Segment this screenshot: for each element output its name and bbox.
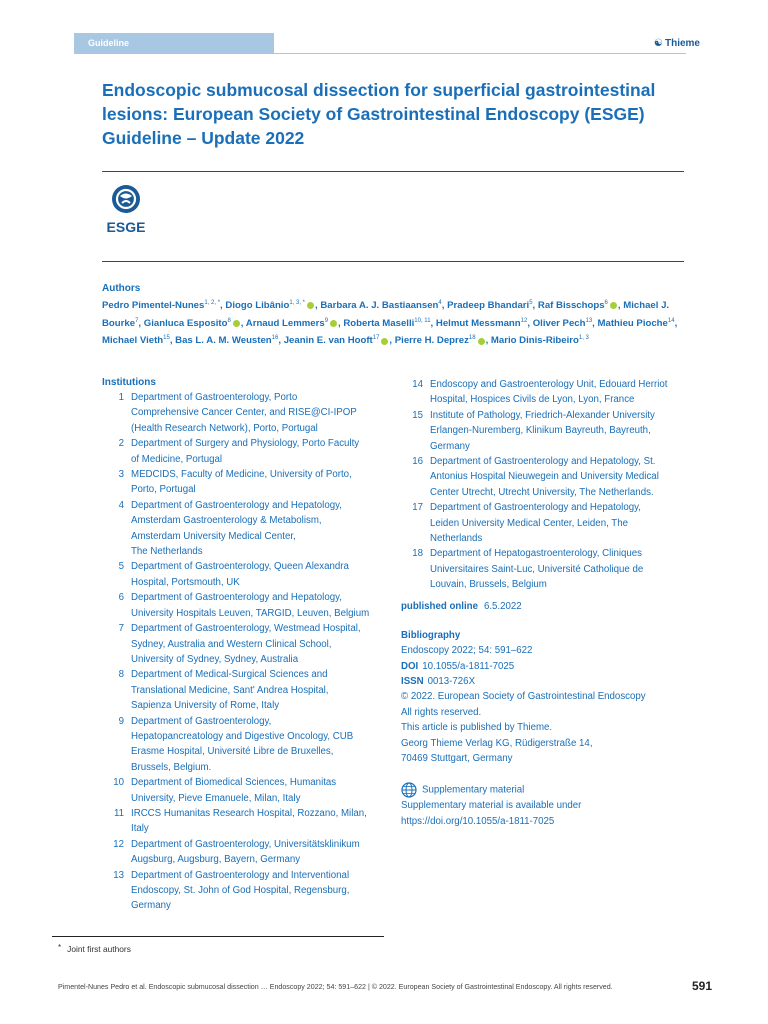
author-name: Pierre H. Deprez xyxy=(394,335,469,347)
doi-label: DOI xyxy=(401,660,419,672)
institution-text xyxy=(430,454,659,500)
bibliography-label: Bibliography xyxy=(401,629,461,641)
publisher-address-1: Georg Thieme Verlag KG, Rüdigerstraße 14, xyxy=(401,737,593,749)
author-affiliation: 5 xyxy=(529,300,533,306)
institution-number: 6 xyxy=(118,592,124,604)
author-name: Roberta Maselli xyxy=(343,317,415,329)
page-footer: Pimentel-Nunes Pedro et al. Endoscopic submucosal dissection … Endoscopy 2022; 54: 591–622 | © 2022. European Society of Gastrointestinal Endoscopy. All rights reserved. xyxy=(58,983,613,991)
institution-item xyxy=(102,868,382,914)
institution-line: Louvain, Brussels, Belgium xyxy=(430,579,547,591)
institution-line: Germany xyxy=(131,900,171,912)
institution-line: Department of Gastroenterology and Hepatology, xyxy=(131,499,342,511)
orcid-icon[interactable] xyxy=(233,320,240,327)
logo-divider xyxy=(102,261,684,262)
institution-line: Department of Gastroenterology and Hepatology, St. xyxy=(430,456,656,468)
title-divider xyxy=(102,171,684,172)
institution-line: MEDCIDS, Faculty of Medicine, University of Porto, xyxy=(131,469,352,481)
institution-line: University Hospitals Leuven, TARGID, Leuven, Belgium xyxy=(131,607,370,619)
rights: All rights reserved. xyxy=(401,706,482,718)
institution-line: Antonius Hospital Nieuwegein and University Medical xyxy=(430,471,659,483)
institution-number: 11 xyxy=(113,807,124,819)
esge-logo-icon xyxy=(100,183,152,235)
institution-line: (Health Research Network), Porto, Portugal xyxy=(131,422,318,434)
author-name: Diogo Libânio xyxy=(225,300,290,312)
institution-line: Department of Gastroenterology, Universitätsklinikum xyxy=(131,838,360,850)
institution-line: Endoscopy, St. John of God Hospital, Regensburg, xyxy=(131,885,350,896)
thieme-logo-icon: ☯ xyxy=(654,38,663,49)
author-name: Michael Vieth xyxy=(102,335,164,347)
institution-number: 9 xyxy=(118,715,124,727)
author-name: Arnaud Lemmers xyxy=(245,317,325,329)
institution-item xyxy=(401,500,691,546)
institution-text xyxy=(131,390,357,436)
institution-line: Hepatopancreatology and Digestive Oncology, CUB xyxy=(131,730,354,742)
orcid-icon[interactable] xyxy=(478,338,485,345)
author-affiliation: 14 xyxy=(667,317,675,324)
citation: Endoscopy 2022; 54: 591–622 xyxy=(401,645,533,657)
author-name: Pedro Pimentel-Nunes xyxy=(102,300,205,312)
publisher-mark xyxy=(654,38,700,49)
institution-text xyxy=(131,621,361,667)
institution-line: Netherlands xyxy=(430,533,483,545)
issn-label: ISSN xyxy=(401,675,424,687)
institution-text xyxy=(131,837,360,868)
institution-item xyxy=(102,775,382,806)
institution-line: Comprehensive Cancer Center, and RISE@CI-IPOP xyxy=(131,407,357,419)
published-label: published online xyxy=(401,600,478,612)
orcid-icon[interactable] xyxy=(381,338,388,345)
publisher-name: Thieme xyxy=(664,38,700,49)
orcid-icon[interactable] xyxy=(307,302,314,309)
author-name: Raf Bisschops xyxy=(537,300,605,312)
author-affiliation: 12 xyxy=(520,317,528,324)
institution-line: Department of Gastroenterology, Porto xyxy=(131,392,298,403)
institution-line: Germany xyxy=(430,440,470,452)
institution-line: University of Sydney, Sydney, Australia xyxy=(131,653,299,665)
institutions-right-column xyxy=(401,377,691,829)
doi-value[interactable]: 10.1055/a-1811-7025 xyxy=(422,660,515,672)
published-by: This article is published by Thieme. xyxy=(401,722,553,734)
institution-text xyxy=(430,377,667,408)
author-affiliation: 4 xyxy=(438,300,442,306)
author-affiliation: 13 xyxy=(585,317,593,324)
institution-item xyxy=(102,590,382,621)
institution-item xyxy=(102,667,382,713)
globe-icon xyxy=(401,782,417,798)
institution-list-left xyxy=(102,390,382,914)
author-name: Gianluca Esposito xyxy=(143,317,228,329)
author-affiliation: 8 xyxy=(227,317,231,324)
institution-line: Erasme Hospital, Université Libre de Bruxelles, xyxy=(131,746,334,758)
institution-text xyxy=(131,775,336,806)
institution-item xyxy=(401,377,691,408)
institution-item xyxy=(102,390,382,436)
publisher-address-2: 70469 Stuttgart, Germany xyxy=(401,752,513,764)
author-affiliation: 9 xyxy=(324,317,329,324)
institution-line: Department of Gastroenterology, xyxy=(131,715,272,727)
author-affiliation: 17 xyxy=(372,335,380,342)
author-affiliation: 1, 2, * xyxy=(204,300,221,306)
institution-line: Amsterdam University Medical Center, xyxy=(131,530,296,542)
institutions-left-column xyxy=(102,377,382,914)
institution-number: 14 xyxy=(412,379,423,390)
footnote xyxy=(58,943,131,954)
institution-number: 1 xyxy=(118,392,124,403)
institution-item xyxy=(102,837,382,868)
institution-number: 16 xyxy=(412,456,423,468)
institution-line: Department of Gastroenterology and Interventional xyxy=(131,869,350,881)
institution-line: Amsterdam Gastroenterology & Metabolism, xyxy=(131,515,322,527)
institution-line: Sydney, Australia and Western Clinical School, xyxy=(131,638,332,650)
institution-line: Italy xyxy=(131,823,149,835)
institution-number: 2 xyxy=(118,438,124,450)
institution-line: Department of Medical-Surgical Sciences and xyxy=(131,669,328,681)
author-affiliation: 16 xyxy=(271,335,279,342)
orcid-icon[interactable] xyxy=(330,320,337,327)
institution-line: Department of Gastroenterology, Queen Alexandra xyxy=(131,561,349,573)
institution-line: Endoscopy and Gastroenterology Unit, Edouard Herriot xyxy=(430,379,668,390)
institution-number: 17 xyxy=(412,502,423,514)
institution-text xyxy=(430,500,641,546)
author-name: Mario Dinis-Ribeiro xyxy=(490,335,579,347)
supplementary-link[interactable]: https://doi.org/10.1055/a-1811-7025 xyxy=(401,815,555,827)
institution-text xyxy=(430,408,655,454)
institution-number: 10 xyxy=(113,777,124,789)
author-name: Mathieu Pioche xyxy=(597,317,668,329)
footnote-mark: * xyxy=(58,943,62,952)
supplementary-title: Supplementary material xyxy=(422,784,525,796)
institution-number: 12 xyxy=(113,838,124,850)
institution-number: 5 xyxy=(118,561,124,573)
supplementary-text: Supplementary material is available under xyxy=(401,800,582,812)
institution-line: Department of Surgery and Physiology, Porto Faculty xyxy=(131,438,360,450)
institution-item xyxy=(102,806,382,837)
institution-text xyxy=(131,667,329,713)
institution-item xyxy=(102,498,382,560)
footnote-divider xyxy=(52,936,384,937)
author-name: Helmut Messmann xyxy=(435,317,521,329)
author-name: Michael J. Bourke xyxy=(102,300,670,329)
section-banner xyxy=(74,33,274,54)
institution-item xyxy=(102,436,382,467)
institution-line: The Netherlands xyxy=(131,546,203,558)
author-affiliation: 10, 11 xyxy=(414,317,431,324)
published-online xyxy=(401,601,691,612)
institution-number: 7 xyxy=(118,623,124,635)
institution-text xyxy=(131,806,367,837)
supplementary-title-line xyxy=(401,782,691,798)
author-list: Pedro Pimentel-Nunes$^{1, 2, *}$, Diogo Libânio$^{1, 3, *}$ , Barbara A. J. Bastiaansen$^4$, Pradeep Bhandari$^5$, Raf Bisschops$^6$ , Michael J. Bourke$^7$, Gianluca Esposito$^8$ , Arnaud Lemmers$^9$ , Roberta Maselli$^{10, 11}$, Helmut Messmann$^{12}$, Oliver Pech$^{13}$, Mathieu Pioche$^{14}$, Michael Vieth$^{15}$, Bas L. A. M. Weusten$^{16}$, Jeanin E. van Hooft$^{17}$ , Pierre H. Deprez$^{18}$ , Mario Dinis-Ribeiro$^{1, 3}$ xyxy=(102,300,678,347)
institution-line: Augsburg, Augsburg, Bayern, Germany xyxy=(131,854,301,866)
author-affiliation: 6 xyxy=(604,300,608,306)
author-affiliation: 18 xyxy=(468,335,476,342)
author-name: Barbara A. J. Bastiaansen xyxy=(320,300,439,312)
banner-divider xyxy=(274,53,686,54)
doi-line xyxy=(401,659,691,674)
institution-line: Center Utrecht, Utrecht University, The Netherlands. xyxy=(430,486,654,498)
orcid-icon[interactable] xyxy=(610,302,617,309)
institutions-label: Institutions xyxy=(102,377,156,388)
institution-line: Institute of Pathology, Friedrich-Alexander University xyxy=(430,409,655,421)
institution-number: 13 xyxy=(113,869,124,881)
institution-list-right xyxy=(401,377,691,593)
author-name: Bas L. A. M. Weusten xyxy=(175,335,272,347)
institution-line: University, Pieve Emanuele, Milan, Italy xyxy=(131,792,301,804)
institution-number: 3 xyxy=(118,469,124,481)
institution-line: Erlangen-Nuremberg, Klinikum Bayreuth, Bayreuth, xyxy=(430,425,651,437)
article-title: Endoscopic submucosal dissection for superficial gastrointestinal lesions: European Society of Gastrointestinal Endoscopy (ESGE) Guideline – Update 2022 xyxy=(102,80,656,148)
institution-line: IRCCS Humanitas Research Hospital, Rozzano, Milan, xyxy=(131,807,367,819)
author-name: Pradeep Bhandari xyxy=(447,300,530,312)
supplementary-block xyxy=(401,782,691,829)
institution-line: Leiden University Medical Center, Leiden, The xyxy=(430,517,628,529)
institution-line: Department of Gastroenterology and Hepatology, xyxy=(131,592,342,604)
author-name: Jeanin E. van Hooft xyxy=(283,335,373,347)
institution-line: Department of Gastroenterology and Hepatology, xyxy=(430,502,641,514)
institution-text xyxy=(131,868,349,914)
institution-number: 15 xyxy=(412,409,423,421)
issn-value: 0013-726X xyxy=(427,675,476,687)
institution-line: Universitaires Saint-Luc, Université Catholique de xyxy=(430,563,644,575)
institution-line: Department of Gastroenterology, Westmead Hospital, xyxy=(131,623,361,635)
institution-text xyxy=(131,559,349,590)
institution-line: Hospital, Hospices Civils de Lyon, Lyon, France xyxy=(430,394,635,406)
institution-line: Department of Biomedical Sciences, Humanitas xyxy=(131,777,337,789)
authors-label: Authors xyxy=(102,283,141,294)
institution-line: Hospital, Portsmouth, UK xyxy=(131,576,240,588)
institution-item xyxy=(102,559,382,590)
author-affiliation: 1, 3 xyxy=(578,335,589,342)
institution-line: Sapienza University of Rome, Italy xyxy=(131,700,280,712)
author-name: Oliver Pech xyxy=(532,317,586,329)
institution-number: 4 xyxy=(118,499,124,511)
copyright: © 2022. European Society of Gastrointestinal Endoscopy xyxy=(401,691,646,703)
institution-item xyxy=(401,454,691,500)
institution-line: Porto, Portugal xyxy=(131,484,196,496)
institution-text xyxy=(131,714,353,776)
institution-number: 8 xyxy=(118,669,124,681)
section-label: Guideline xyxy=(88,38,130,48)
institution-line: Brussels, Belgium. xyxy=(131,761,212,773)
institution-item xyxy=(102,621,382,667)
bibliography-block xyxy=(401,628,691,767)
published-date: 6.5.2022 xyxy=(483,600,522,612)
author-affiliation: 7 xyxy=(135,317,139,324)
institution-item xyxy=(401,408,691,454)
author-affiliation: 15 xyxy=(163,335,170,342)
institution-item xyxy=(102,467,382,498)
institution-text xyxy=(131,467,352,498)
institution-text xyxy=(131,436,359,467)
institution-line: of Medicine, Portugal xyxy=(131,453,223,465)
institution-line: Department of Hepatogastroenterology, Cliniques xyxy=(430,548,642,560)
institution-text xyxy=(131,590,369,621)
institution-line: Translational Medicine, Sant' Andrea Hospital, xyxy=(131,684,329,696)
issn-line xyxy=(401,674,691,689)
page-number: 591 xyxy=(691,979,712,993)
institution-number: 18 xyxy=(412,548,423,560)
footnote-text: Joint first authors xyxy=(67,944,131,954)
authors-block xyxy=(102,283,686,349)
institution-item xyxy=(102,714,382,776)
logo-text: ESGE xyxy=(106,219,146,235)
institution-item xyxy=(401,546,691,592)
institution-text xyxy=(131,498,342,560)
author-affiliation: 1, 3, * xyxy=(289,300,306,306)
institution-text xyxy=(430,546,643,592)
